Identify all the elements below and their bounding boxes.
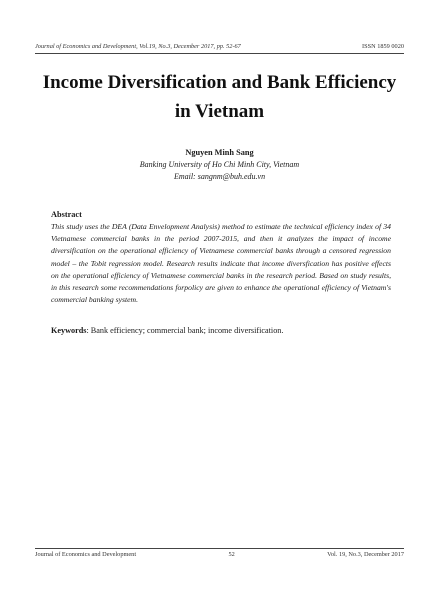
footer-issue: Vol. 19, No.3, December 2017 (327, 551, 404, 558)
author-affiliation: Banking University of Ho Chi Minh City, Vietnam (139, 160, 300, 169)
author-email: Email: sangnm@buh.edu.vn (173, 172, 266, 181)
running-footer (35, 551, 404, 558)
footer-journal: Journal of Economics and Development (35, 551, 137, 558)
issn: ISSN 1859 0020 (362, 43, 404, 50)
running-header (35, 43, 404, 50)
author-name: Nguyen Minh Sang (185, 148, 254, 157)
footer-rule (35, 548, 404, 549)
keywords (51, 326, 391, 335)
author-block (40, 147, 399, 183)
abstract-heading: Abstract (51, 210, 82, 219)
page-number: 52 (228, 551, 235, 558)
keywords-text: : Bank efficiency; commercial bank; income diversification. (86, 326, 284, 335)
journal-citation: Journal of Economics and Development, Vol.19, No.3, December 2017, pp. 52-67 (35, 43, 241, 50)
keywords-label: Keywords (51, 326, 87, 335)
article-title: Income Diversification and Bank Efficiency in Vietnam (42, 72, 397, 122)
abstract-text: This study uses the DEA (Data Envelopment Analysis) method to estimate the technical efficiency index of 34 Vietnamese commercial banks in the period 2007-2015, and then it analyzes the impact of income diversification on the operational efficiency of Vietnamese commercial banks through a censored regression model – the Tobit regression model. Research results indicate that income diversfication has positive effects on the operational efficiency of Vietnamese commercial banks in the research period. Based on study results, in this research some recommendations forpolicy are given to enhance the operational efficiency of Vietnam's commercial banking system. (51, 222, 391, 305)
header-rule (35, 53, 404, 54)
